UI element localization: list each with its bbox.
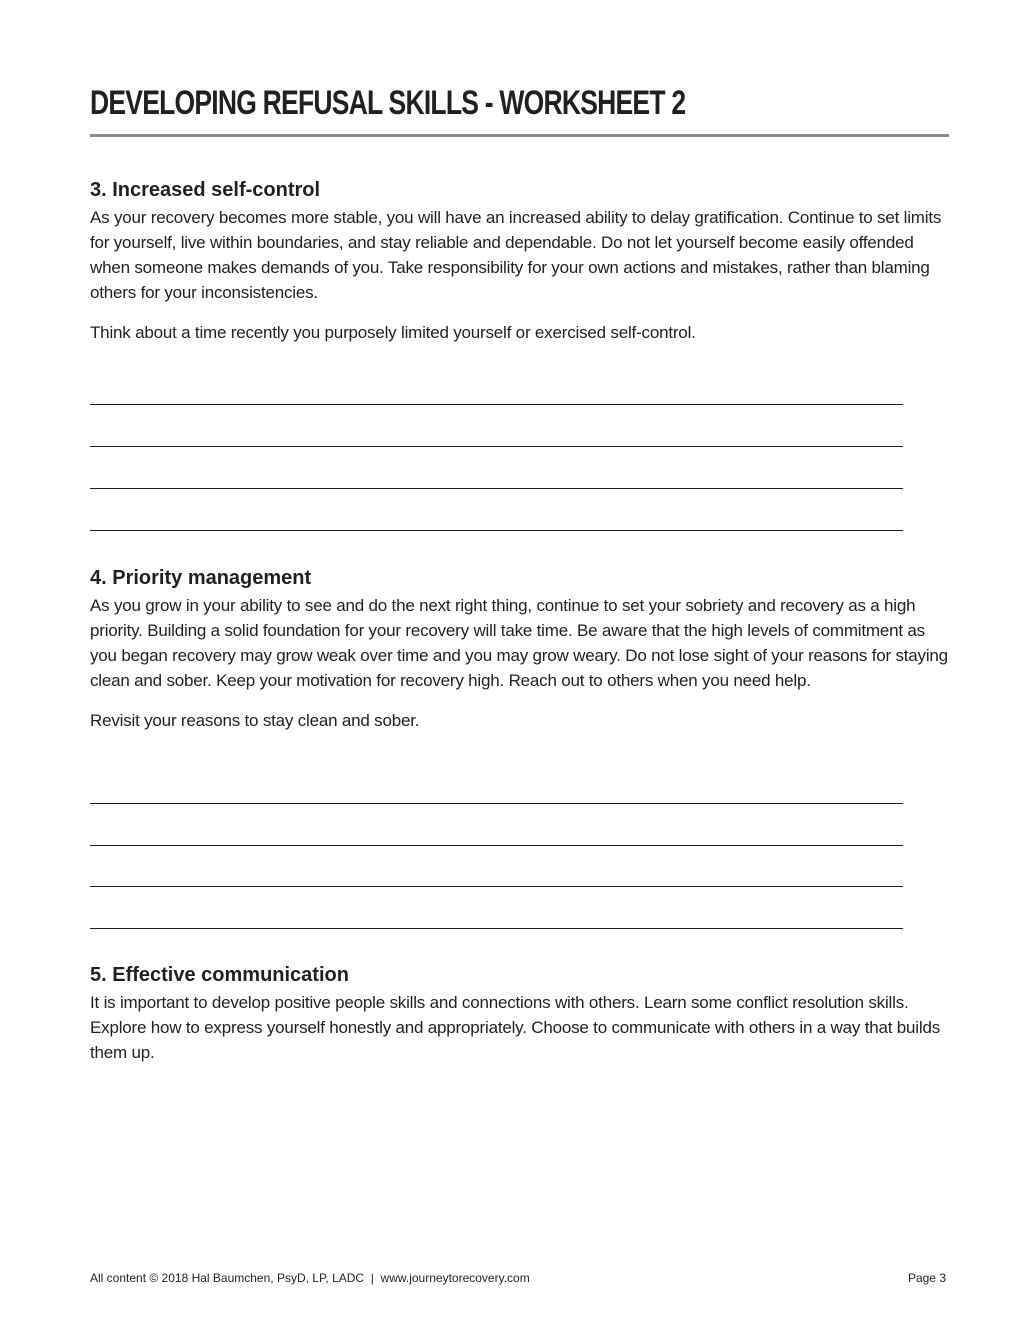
answer-line[interactable] (90, 530, 903, 531)
answer-line[interactable] (90, 845, 903, 846)
section-heading: 3. Increased self-control (90, 179, 321, 201)
section-prompt: Revisit your reasons to stay clean and sober. (90, 711, 420, 730)
section-priority-management (90, 566, 950, 733)
answer-line[interactable] (90, 446, 903, 447)
answer-line[interactable] (90, 928, 903, 929)
section-body: It is important to develop positive people skills and connections with others. Learn some conflict resolution skills. Explore how to express yourself honestly and appropriately. Choose to communicate with others in a way that builds them up. (90, 993, 941, 1062)
title-divider (90, 134, 949, 137)
section-effective-communication (90, 963, 950, 1065)
answer-line[interactable] (90, 404, 903, 405)
page-title: DEVELOPING REFUSAL SKILLS - WORKSHEET 2 (90, 84, 686, 122)
section-prompt: Think about a time recently you purposely limited yourself or exercised self-control. (90, 323, 696, 342)
section-body: As you grow in your ability to see and do the next right thing, continue to set your sobriety and recovery as a high priority. Building a solid foundation for your recovery will take time. Be aware that the high levels of commitment as you began recovery may grow weak over time and you may grow weary. Do not lose sight of your reasons for staying clean and sober. Keep your motivation for recovery high. Reach out to others when you need help. (90, 596, 948, 690)
section-self-control (90, 178, 950, 345)
answer-line[interactable] (90, 886, 903, 887)
footer-copyright: All content © 2018 Hal Baumchen, PsyD, LP, LADC | www.journeytorecovery.com (90, 1271, 530, 1285)
answer-line[interactable] (90, 803, 903, 804)
page-number: Page 3 (907, 1271, 946, 1285)
section-heading: 5. Effective communication (90, 964, 349, 986)
answer-line[interactable] (90, 488, 903, 489)
section-heading: 4. Priority management (90, 567, 312, 589)
section-body: As your recovery becomes more stable, you will have an increased ability to delay gratification. Continue to set limits for yourself, live within boundaries, and stay reliable and dependable. Do not let yourself become easily offended when someone makes demands of you. Take responsibility for your own actions and mistakes, rather than blaming others for your inconsistencies. (90, 208, 942, 302)
